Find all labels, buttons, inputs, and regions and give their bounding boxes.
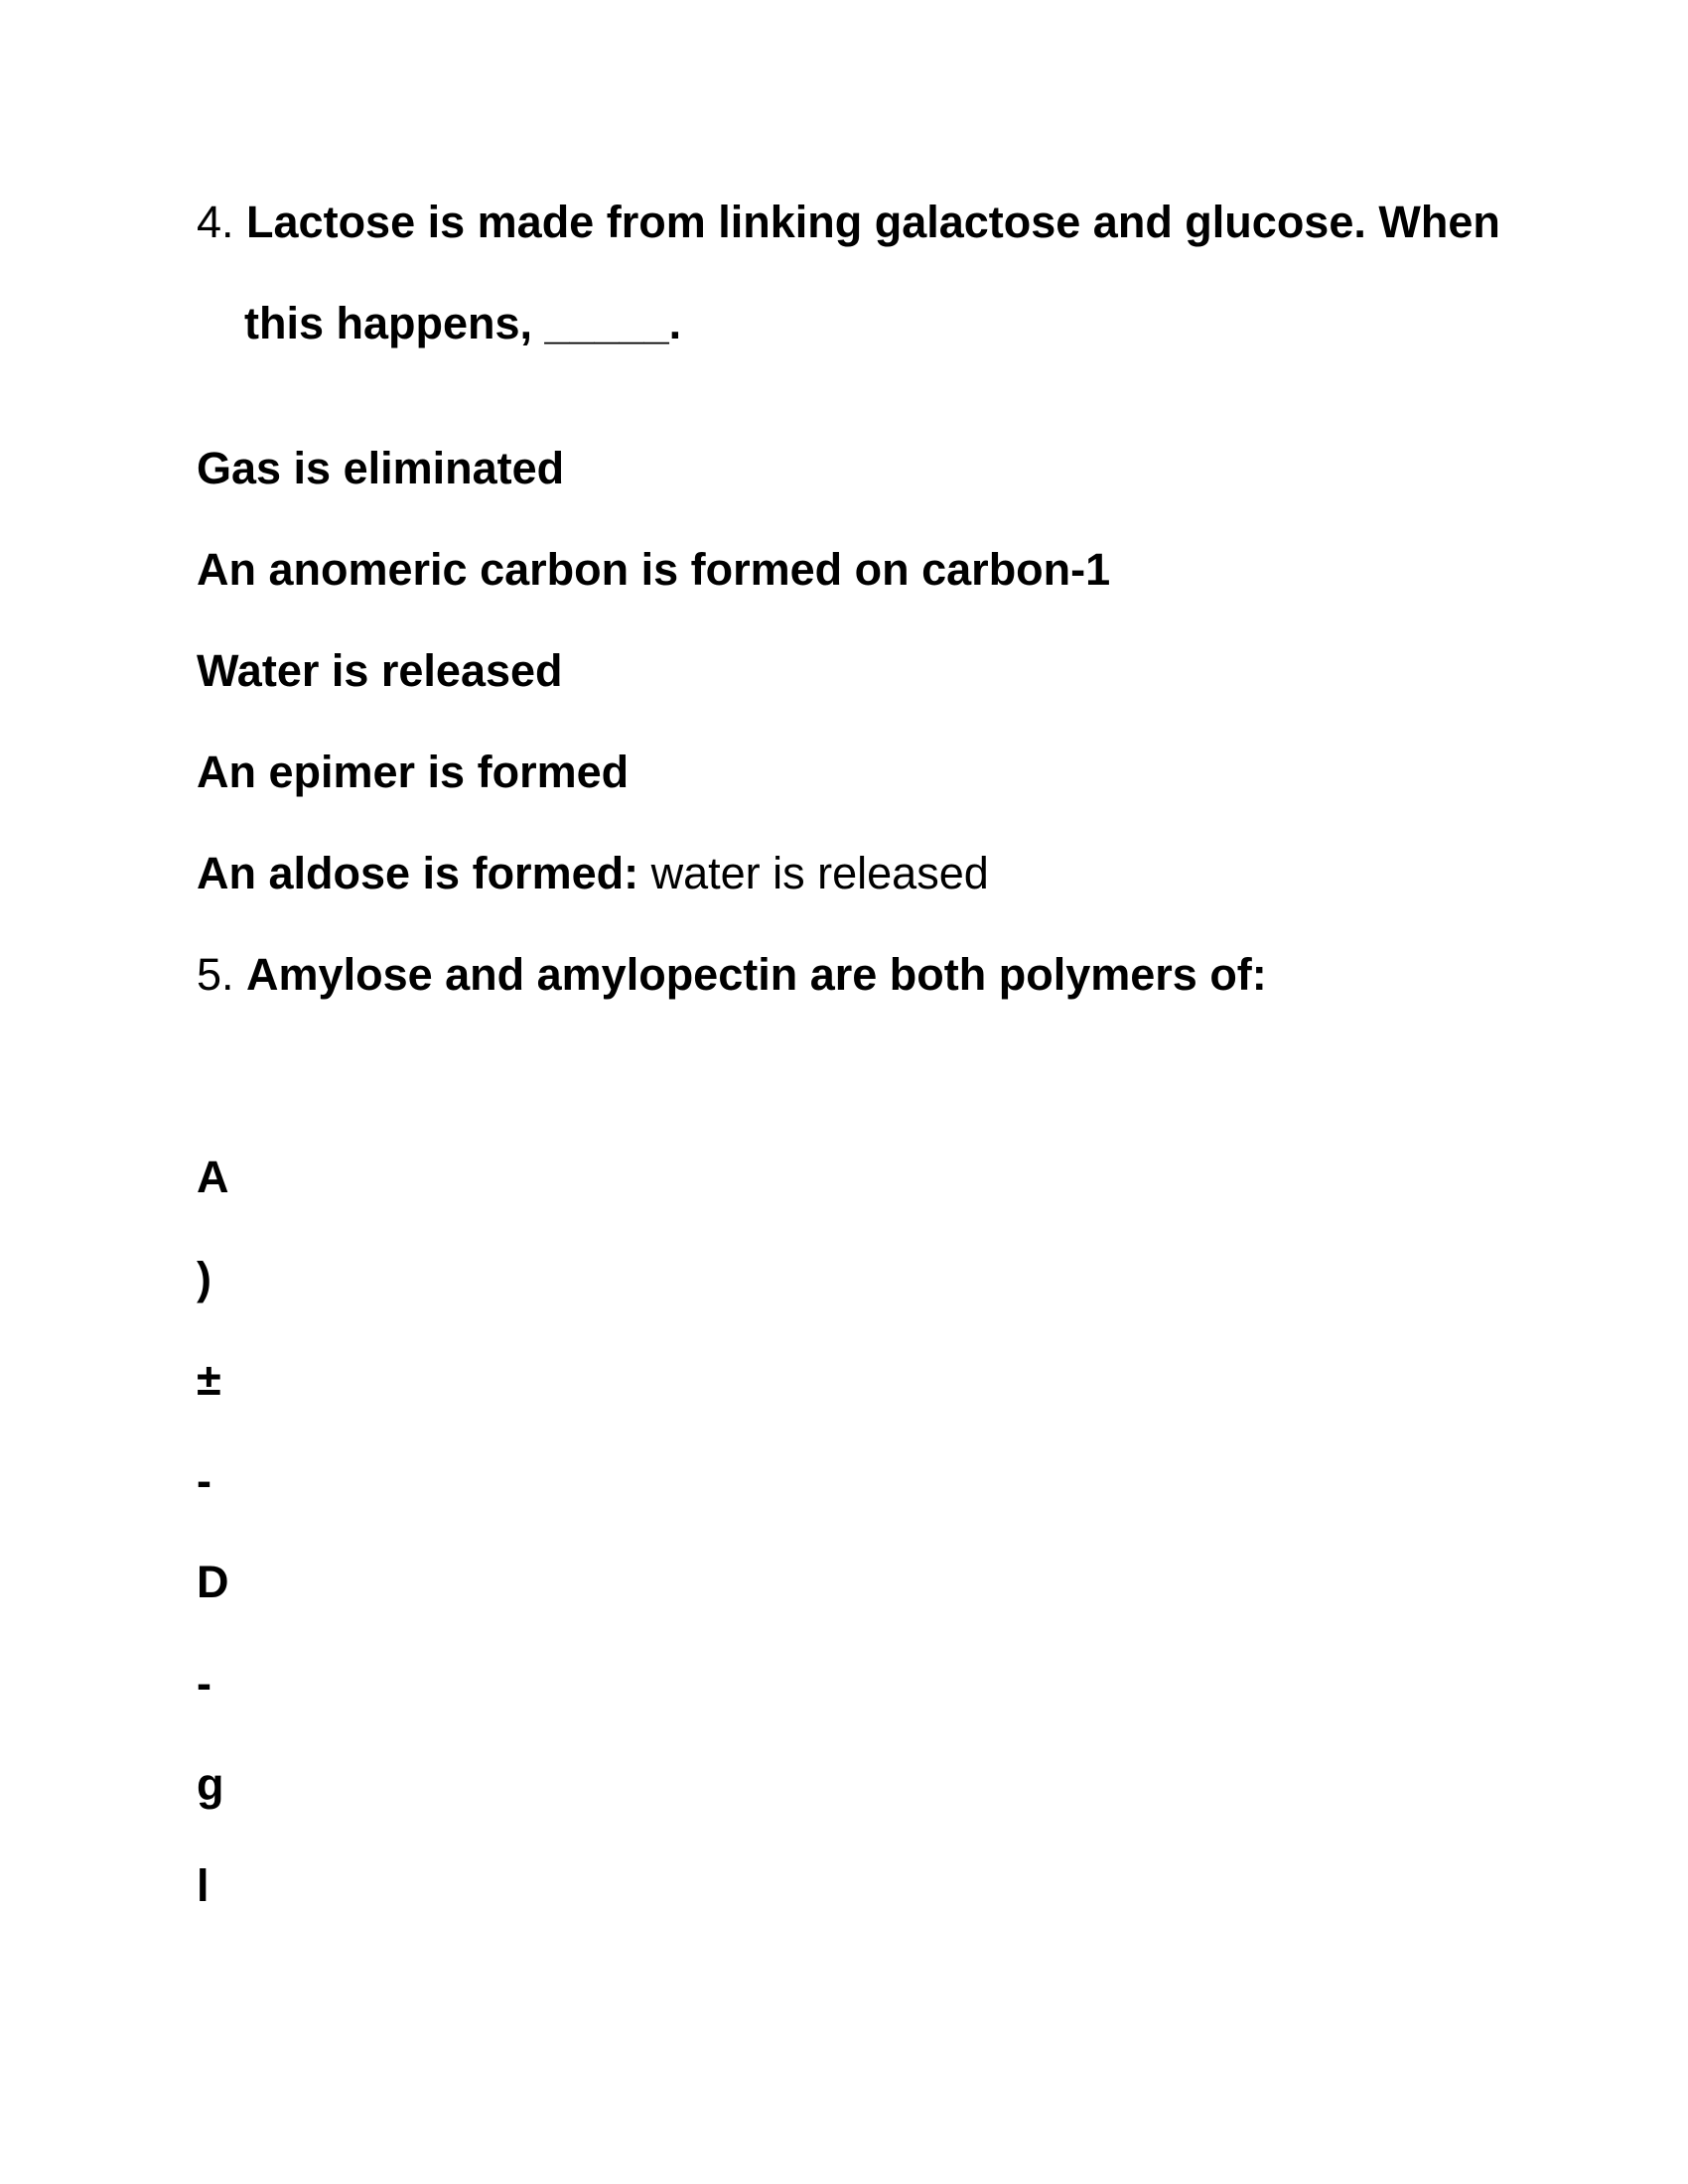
option-3: Water is released	[197, 645, 563, 696]
question-4-line-1	[197, 195, 1500, 250]
question-4-line-2: this happens, _____.	[244, 298, 682, 348]
answer-char-8: l	[197, 1860, 210, 1911]
option-5-answer: water is released	[650, 848, 989, 898]
answer-char-3: ±	[197, 1354, 221, 1405]
question-5-number: 5.	[197, 949, 234, 1000]
question-5-text: Amylose and amylopectin are both polymers of:	[246, 949, 1267, 1000]
answer-char-1: A	[197, 1152, 229, 1202]
answer-char-4: -	[197, 1455, 211, 1506]
option-4: An epimer is formed	[197, 747, 630, 797]
option-1: Gas is eliminated	[197, 443, 565, 493]
option-5	[197, 846, 989, 901]
answer-char-7: g	[197, 1759, 224, 1810]
answer-char-2: )	[197, 1253, 211, 1303]
question-4-text: Lactose is made from linking galactose and glucose. When	[246, 197, 1500, 247]
question-5	[197, 947, 1267, 1003]
question-4-number: 4.	[197, 197, 234, 247]
option-2: An anomeric carbon is formed on carbon-1	[197, 544, 1111, 595]
option-5-label: An aldose is formed:	[197, 848, 639, 898]
answer-char-6: -	[197, 1658, 211, 1708]
answer-char-5: D	[197, 1557, 229, 1607]
